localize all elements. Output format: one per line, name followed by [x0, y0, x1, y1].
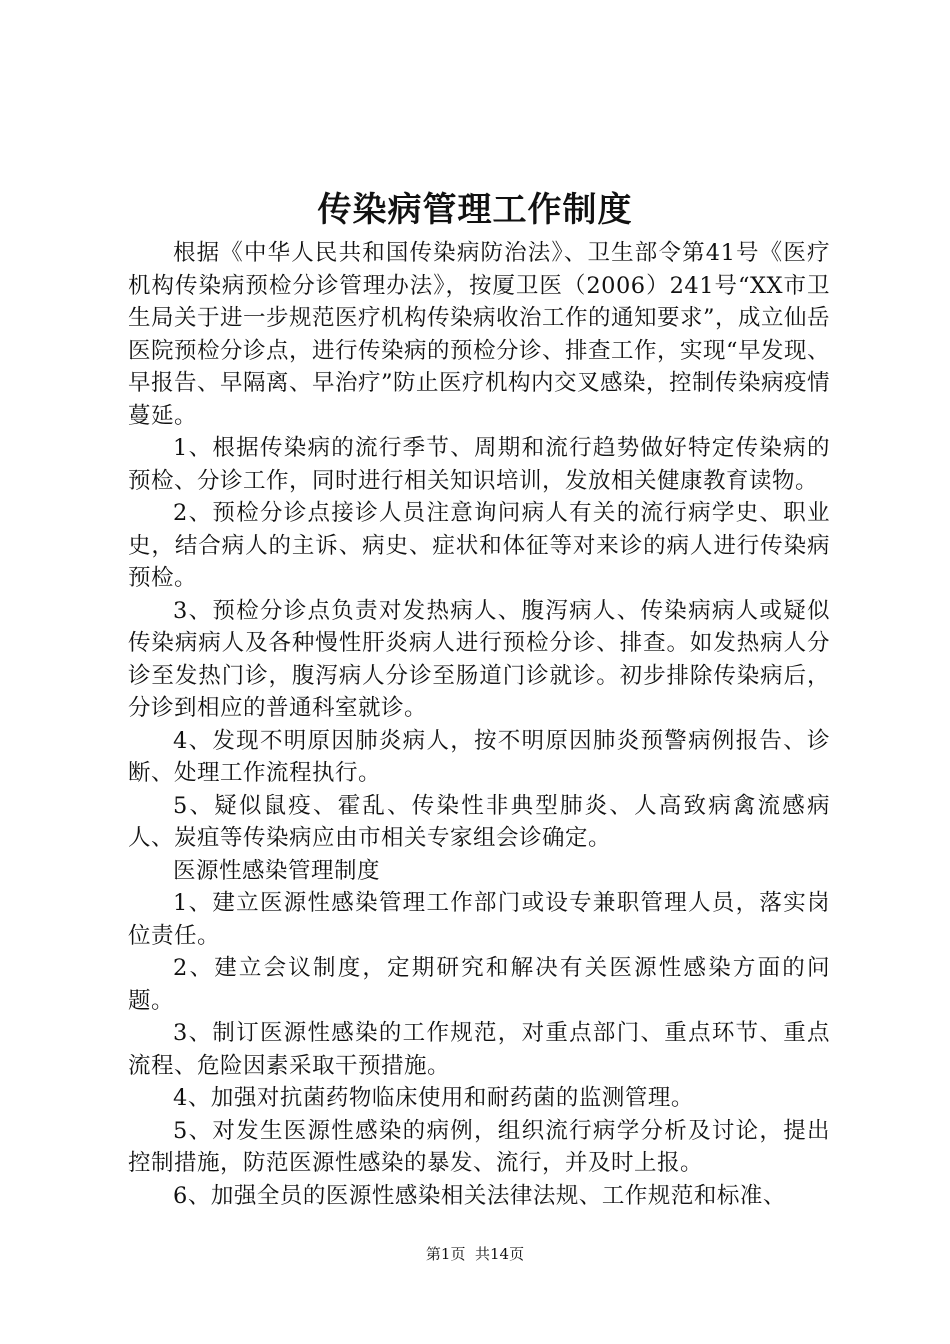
paragraph-item-1: 1、根据传染病的流行季节、周期和流行趋势做好特定传染病的预检、分诊工作，同时进行相关知识培训，发放相关健康教育读物。: [128, 435, 830, 494]
paragraph-item-3: 3、预检分诊点负责对发热病人、腹泻病人、传染病病人或疑似传染病病人及各种慢性肝炎病人进行预检分诊、排查。如发热病人分诊至发热门诊，腹泻病人分诊至肠道门诊就诊。初步排除传染病后，分诊到相应的普通科室就诊。: [128, 597, 830, 721]
paragraph-section-item-5: 5、对发生医源性感染的病例，组织流行病学分析及讨论，提出控制措施，防范医源性感染的暴发、流行，并及时上报。: [128, 1117, 830, 1176]
paragraph-intro: 根据《中华人民共和国传染病防治法》、卫生部令第41号《医疗机构传染病预检分诊管理办法》，按厦卫医（2006）241号“XX市卫生局关于进一步规范医疗机构传染病收治工作的通知要求”，成立仙岳医院预检分诊点，进行传染病的预检分诊、排查工作，实现“早发现、早报告、早隔离、早治疗”防止医疗机构内交叉感染，控制传染病疫情蔓延。: [128, 240, 831, 429]
paragraph-section-item-4: 4、加强对抗菌药物临床使用和耐药菌的监测管理。: [173, 1085, 694, 1111]
paragraph-item-5: 5、疑似鼠疫、霍乱、传染性非典型肺炎、人高致病禽流感病人、炭疽等传染病应由市相关专家组会诊确定。: [128, 792, 830, 851]
page-footer: [0, 1244, 950, 1264]
paragraph-section-item-2: 2、建立会议制度，定期研究和解决有关医源性感染方面的问题。: [128, 955, 830, 1014]
page-total: 共14页: [475, 1245, 525, 1263]
paragraph-section-item-3: 3、制订医源性感染的工作规范，对重点部门、重点环节、重点流程、危险因素采取干预措施。: [128, 1020, 830, 1079]
footer-spacer: [465, 1245, 475, 1263]
paragraph-section-item-6: 6、加强全员的医源性感染相关法律法规、工作规范和标准、: [173, 1182, 786, 1209]
section-heading: 医源性感染管理制度: [173, 857, 381, 884]
document-body: [128, 237, 830, 1212]
paragraph-item-4: 4、发现不明原因肺炎病人，按不明原因肺炎预警病例报告、诊断、处理工作流程执行。: [128, 727, 830, 786]
page-number: 第1页: [425, 1245, 466, 1263]
paragraph-section-item-1: 1、建立医源性感染管理工作部门或设专兼职管理人员，落实岗位责任。: [128, 890, 830, 949]
document-title: 传染病管理工作制度: [317, 190, 633, 230]
paragraph-item-2: 2、预检分诊点接诊人员注意询问病人有关的流行病学史、职业史，结合病人的主诉、病史、症状和体征等对来诊的病人进行传染病预检。: [128, 500, 830, 591]
